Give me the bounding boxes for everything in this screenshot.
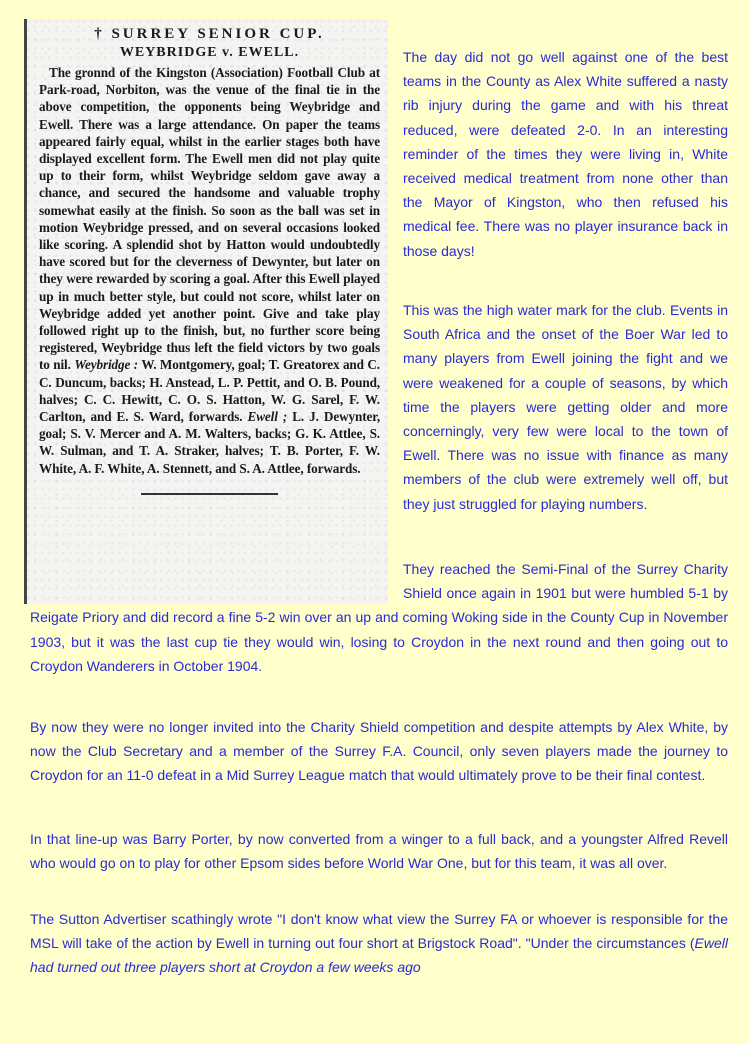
clipping-rule bbox=[141, 483, 277, 495]
clipping-team1-label: Weybridge : bbox=[74, 357, 139, 373]
article-paragraph-4: By now they were no longer invited into the Charity Shield competition and despite attempts by Alex White, by now the Club Secretary and a member of the Surrey F.A. Council, only seven players made the journey to Croydon for an 11-0 defeat in a Mid Surrey League match that would ultimately prove to be their final contest. bbox=[30, 719, 728, 784]
article-paragraph-5: In that line-up was Barry Porter, by now converted from a winger to a full back, and a youngster Alfred Revell who would go on to play for other Epsom sides before World War One, but for this team, it was all over. bbox=[30, 831, 728, 872]
clipping-heading: † SURREY SENIOR CUP. bbox=[94, 26, 325, 42]
clipping-team2-label: Ewell ; bbox=[247, 409, 288, 425]
clipping-subheading: WEYBRIDGE v. EWELL. bbox=[119, 45, 300, 60]
clipping-wrap-spacer bbox=[30, 557, 403, 605]
article-paragraph-2: This was the high water mark for the club. Events in South Africa and the onset of the Boer War led to many players from Ewell joining the fight and we were weakened for a couple of seasons, by which time the players were getting older and more concerningly, very few were local to the town of Ewell. There was no issue with finance as many members of the club were extremely well off, but they just struggled for playing numbers. bbox=[403, 302, 728, 512]
clipping-body bbox=[39, 64, 380, 477]
clipping-team1-lineup: W. Montgomery, goal; T. Greatorex and C. C. Duncum, backs; H. Anstead, L. P. Pettit, and O. B. Pound, halves; C. C. Hewitt, C. O. S. Hatton, W. G. Sarel, F. W. Carlton, and E. S. Ward, forwards. bbox=[39, 357, 380, 425]
newspaper-clipping bbox=[24, 19, 388, 604]
clipping-report: The gronnd of the Kingston (Association) Football Club at Park-road, Norbiton, was the venue of the final tie in the above competition, the opponents being Weybridge and Ewell. There was a large attendance. On paper the teams appeared fairly equal, whilst in the earlier stages both have displayed excellent form. The Ewell men did not play quite up to their form, whilst Weybridge seldom gave away a chance, and secured the handsome and valuable trophy somewhat easily at the finish. So soon as the ball was set in motion Weybridge pressed, and on several occasions looked like scoring. A splendid shot by Hatton would undoubtedly have scored but for the cleverness of Dewynter, but later on they were rewarded by scoring a goal. After this Ewell played up in much better style, but could not score, whilst later on Weybridge added yet another point. Give and take play followed right up to the finish, but, no further score being registered, Weybridge thus left the field victors by two goals to nil. bbox=[39, 65, 380, 373]
article-paragraph-3 bbox=[30, 557, 728, 678]
article-paragraph-3-text: They reached the Semi-Final of the Surrey Charity Shield once again in 1901 but were humbled 5-1 by Reigate Priory and did record a fine 5-2 win over an up and coming Woking side in the County Cup in November 1903, but it was the last cup tie they would win, losing to Croydon in the next round and then going out to Croydon Wanderers in October 1904. bbox=[30, 561, 728, 674]
clipping-team2-lineup: L. J. Dewynter, goal; S. V. Mercer and A. M. Walters, backs; G. K. Attlee, S. W. Sulman, and T. A. Straker, halves; T. B. Porter, F. W. White, A. F. White, A. Stennett, and S. A. Attlee, forwards. bbox=[39, 409, 381, 476]
article-paragraph-6 bbox=[30, 907, 728, 980]
article-paragraph-6-italic: Ewell had turned out three players short at Croydon a few weeks ago bbox=[30, 935, 728, 976]
article-paragraph-6-text: The Sutton Advertiser scathingly wrote "I don't know what view the Surrey FA or whoever is responsible for the MSL will take of the action by Ewell in turning out four short at Brigstock Road". "Under the circumstances ( bbox=[30, 911, 728, 952]
article-paragraph-1: The day did not go well against one of the best teams in the County as Alex White suffered a nasty rib injury during the game and with his threat reduced, were defeated 2-0. In an interesting reminder of the times they were living in, White received medical treatment from none other than the Mayor of Kingston, who then refused his medical fee. There was no player insurance back in those days! bbox=[403, 49, 728, 259]
